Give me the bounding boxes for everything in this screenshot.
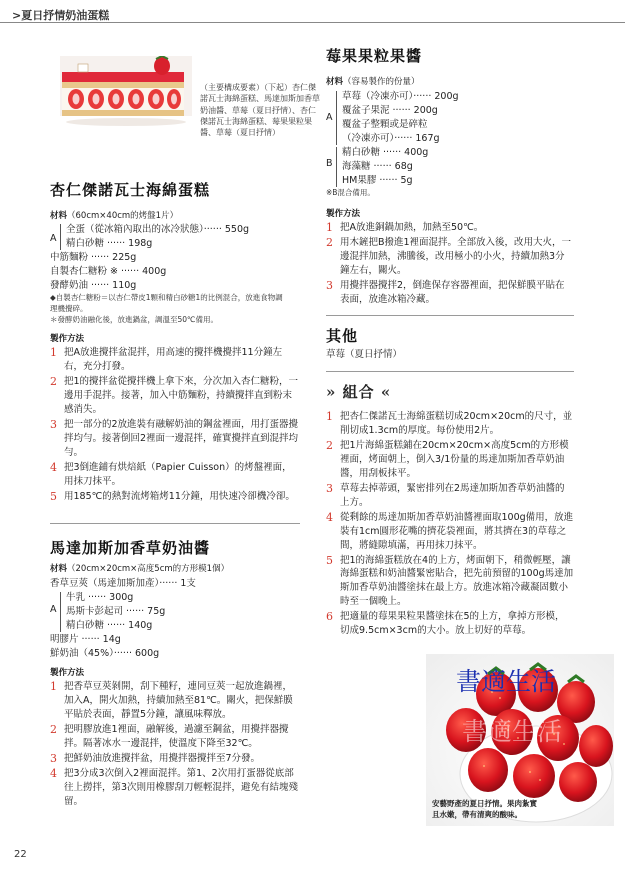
vanilla-step <box>50 680 300 722</box>
genoise-ingredient: 中筋麵粉 ······ 225g <box>50 252 137 263</box>
genoise-ingredient: 發酵奶油 ······ 110g <box>50 280 137 291</box>
step-text: 把1的海綿蛋糕放在4的上方，烤面朝下，稍微輕壓，讓海綿蛋糕和奶油醬緊密貼合，把先前預留的100g馬達加斯加香草奶油醬塗抹在最上方。放進冰箱冷藏凝固數小時至一個晚上。 <box>340 554 574 608</box>
step-number: 1 <box>326 410 333 423</box>
step-number: 4 <box>326 510 333 524</box>
berry-ingredient: 覆盆子果泥 ······ 200g <box>342 105 438 116</box>
genoise-method-label: 製作方法 <box>50 334 85 344</box>
step-text: 草莓去掉蒂頭，緊密排列在2馬達加斯加香草奶油醬的上方。 <box>340 482 565 508</box>
berry-group-a-label: A <box>326 112 333 123</box>
step-number: 1 <box>50 680 57 693</box>
genoise-step <box>50 461 300 489</box>
step-number: 3 <box>326 481 333 495</box>
step-text: 把一部分的2放進裝有融解奶油的鋼盆裡面，用打蛋器攪拌均勻。接著倒回2裡面一邊混拌，確實攪拌直到混拌均勻。 <box>64 418 299 458</box>
step-number: 5 <box>326 553 333 567</box>
genoise-note: ◆自製杏仁糖粉＝以杏仁帶皮1顆和精白砂糖1的比例混合，放進食物調 <box>50 293 283 302</box>
step-text: 把3倒進鋪有烘焙紙（Papier Cuisson）的烤盤裡面，用抹刀抹平。 <box>64 461 292 487</box>
genoise-title: 杏仁傑諾瓦士海綿蛋糕 <box>50 181 211 199</box>
step-text: 把杏仁傑諾瓦士海綿蛋糕切成20cm×20cm的尺寸，並削切成1.3cm的厚度。每份使用2片。 <box>340 411 573 436</box>
vanilla-ingredient: 精白砂糖 ······ 140g <box>66 620 153 631</box>
vanilla-step <box>50 723 300 751</box>
vanilla-materials-note: （20cm×20cm×高度5cm的方形模1個） <box>67 564 230 574</box>
step-number: 2 <box>326 438 333 452</box>
assembly-step <box>326 511 574 553</box>
genoise-materials-label: 材料 <box>50 211 68 221</box>
step-text: 把明膠放進1裡面，融解後，過濾至鋼盆，用攪拌器攪拌。隔著冰水一邊混拌，使溫度下降至32℃。 <box>64 723 289 749</box>
other-item: 草莓（夏日抒情） <box>326 349 403 360</box>
berry-step <box>326 221 574 235</box>
berry-ingredient: 覆盆子整顆或是碎粒 <box>342 119 428 130</box>
breadcrumb-text: 夏日抒情奶油蛋糕 <box>21 9 110 22</box>
assembly-step <box>326 439 574 481</box>
genoise-note: 理機攪碎。 <box>50 304 88 313</box>
vanilla-step <box>50 752 300 766</box>
step-number: 6 <box>326 610 333 624</box>
watermark: 書適生活 <box>456 667 557 696</box>
double-chevron-right-icon: » <box>326 383 337 401</box>
genoise-step <box>50 375 300 417</box>
assembly-step <box>326 410 574 438</box>
vanilla-method-label: 製作方法 <box>50 668 85 678</box>
step-text: 從剩餘的馬達加斯加香草奶油醬裡面取100g備用，放進裝有1cm圓形花嘴的擠花袋裡面，將其擠在3的草莓之間，將縫隙填滿，再用抹刀抹平。 <box>340 511 574 551</box>
genoise-ingredient: 精白砂糖 ······ 198g <box>66 238 153 249</box>
page-number: 22 <box>14 849 27 860</box>
genoise-group-a-label: A <box>50 233 57 244</box>
vanilla-ingredient: 明膠片 ······ 14g <box>50 634 121 645</box>
genoise-steps <box>50 346 300 505</box>
berry-step <box>326 279 574 307</box>
berry-group-a-bracket <box>336 91 337 145</box>
step-text: 用185℃的熱對流烤箱烤11分鐘，用快速冷卻機冷卻。 <box>64 490 295 502</box>
watermark: 書適生活 <box>462 717 563 746</box>
vanilla-group-a-label: A <box>50 604 57 615</box>
vanilla-steps <box>50 680 300 810</box>
step-text: 把1片海綿蛋糕鋪在20cm×20cm×高度5cm的方形模裡面，烤面朝上，倒入3/1份量的馬達加斯加香草奶油醬，用刮板抹平。 <box>340 439 569 479</box>
genoise-note: ＊發酵奶油融化後，放進鍋盆，調溫至50℃備用。 <box>50 315 218 324</box>
berry-step <box>326 236 574 278</box>
section-divider <box>50 523 300 524</box>
step-text: 把香草豆莢剝開，刮下種籽，連同豆莢一起放進鍋裡，加入A，開火加熱，持續加熱至81℃。關火，把保鮮膜平貼於表面，靜置5分鐘，讓風味釋放。 <box>64 681 293 720</box>
assembly-title-text: 組合 <box>342 383 375 401</box>
berry-ingredient: 草莓（冷凍亦可）······ 200g <box>342 91 459 102</box>
genoise-step <box>50 418 300 460</box>
berry-note: ※B混合備用。 <box>326 188 375 197</box>
genoise-ingredient: 自製杏仁糖粉 ※ ······ 400g <box>50 266 167 277</box>
berry-materials-note: （容易製作的份量） <box>343 77 420 87</box>
step-number: 1 <box>326 221 333 234</box>
strawberry-photo-caption: 安藝野產的夏日抒情。果肉紮實且水嫩，帶有清爽的酸味。 <box>432 799 537 819</box>
vanilla-ingredient: 香草豆莢（馬達加斯加產）······ 1支 <box>50 578 196 589</box>
assembly-steps <box>326 410 574 639</box>
vanilla-group-a-bracket <box>60 592 61 632</box>
double-chevron-left-icon: « <box>380 383 392 401</box>
vanilla-materials-label: 材料 <box>50 564 68 574</box>
berry-method-label: 製作方法 <box>326 209 361 219</box>
berry-group-b-label: B <box>326 158 333 169</box>
assembly-step <box>326 482 574 510</box>
other-title: 其他 <box>326 327 359 345</box>
berry-ingredient: 海藻糖 ······ 68g <box>342 161 413 172</box>
genoise-ingredient: 全蛋（從冰箱內取出的冰冷狀態）······ 550g <box>66 224 250 235</box>
step-text: 把鮮奶油放進攪拌盆，用攪拌器攪拌至7分發。 <box>64 752 261 764</box>
step-number: 5 <box>50 489 57 503</box>
step-text: 把A放進銅鍋加熱，加熱至50℃。 <box>340 222 484 233</box>
vanilla-ingredient: 牛乳 ······ 300g <box>66 592 134 603</box>
cake-photo <box>60 56 192 154</box>
genoise-step <box>50 490 300 504</box>
vanilla-step <box>50 767 300 809</box>
berry-ingredient: HM果膠 ······ 5g <box>342 175 413 186</box>
berry-materials <box>326 76 420 88</box>
step-number: 3 <box>50 417 57 431</box>
assembly-title <box>326 382 391 403</box>
step-text: 用木鏟把B撥進1裡面混拌。全部放入後，改用大火，一邊混拌加熱，沸騰後，改用極小的小火，持續加熱3分鐘左右，關火。 <box>340 237 572 277</box>
berry-group-b-bracket <box>336 147 337 187</box>
genoise-group-a-bracket <box>60 224 61 250</box>
step-text: 把適量的莓果果粒果醬塗抹在5的上方，拿掉方形模，切成9.5cm×3cm的大小。放上切好的草莓。 <box>340 611 565 637</box>
vanilla-materials <box>50 563 229 575</box>
breadcrumb-arrow: > <box>12 9 22 22</box>
step-text: 把1的攪拌盆從攪拌機上拿下來，分次加入杏仁糖粉，一邊用手混拌。接著，加入中筋麵粉，持續攪拌直到粉末感消失。 <box>64 375 299 415</box>
berry-ingredient: 精白砂糖 ······ 400g <box>342 147 429 158</box>
vanilla-title: 馬達加斯加香草奶油醬 <box>50 539 211 557</box>
berry-materials-label: 材料 <box>326 77 344 87</box>
cake-photo-caption: （主要構成要素）（下起）杏仁傑諾瓦士海綿蛋糕、馬達加斯加香草奶油醬、草莓（夏日抒情）、杏仁傑諾瓦士海綿蛋糕、莓果果粒果醬、草莓（夏日抒情） <box>200 83 320 138</box>
step-number: 2 <box>50 374 57 388</box>
step-text: 用攪拌器攪拌2，倒進保存容器裡面，把保鮮膜平貼在表面，放進冰箱冷藏。 <box>340 280 565 306</box>
genoise-materials <box>50 210 178 222</box>
step-number: 3 <box>326 279 333 293</box>
step-number: 2 <box>50 722 57 736</box>
header-divider <box>0 22 625 23</box>
step-number: 1 <box>50 346 57 359</box>
step-number: 2 <box>326 236 333 250</box>
assembly-step <box>326 554 574 610</box>
berry-title: 莓果果粒果醬 <box>326 47 423 65</box>
section-divider <box>326 315 574 316</box>
vanilla-ingredient: 馬斯卡彭起司 ······ 75g <box>66 606 166 617</box>
genoise-materials-note: （60cm×40cm的烤盤1片） <box>67 211 179 221</box>
berry-ingredient: （冷凍亦可）······ 167g <box>342 133 440 144</box>
berry-steps <box>326 221 574 308</box>
step-text: 把A放進攪拌盆混拌，用高速的攪拌機攪拌11分鐘左右，充分打發。 <box>64 347 283 372</box>
step-text: 把3分成3次倒入2裡面混拌。第1、2次用打蛋器從底部往上撈拌，第3次則用橡膠刮刀輕輕混拌，避免有結塊殘留。 <box>64 768 299 807</box>
step-number: 4 <box>50 460 57 474</box>
section-divider <box>326 371 574 372</box>
step-number: 3 <box>50 751 57 765</box>
step-number: 4 <box>50 767 57 781</box>
genoise-step <box>50 346 300 374</box>
assembly-step <box>326 610 574 638</box>
vanilla-ingredient: 鮮奶油（45%）······ 600g <box>50 648 160 659</box>
